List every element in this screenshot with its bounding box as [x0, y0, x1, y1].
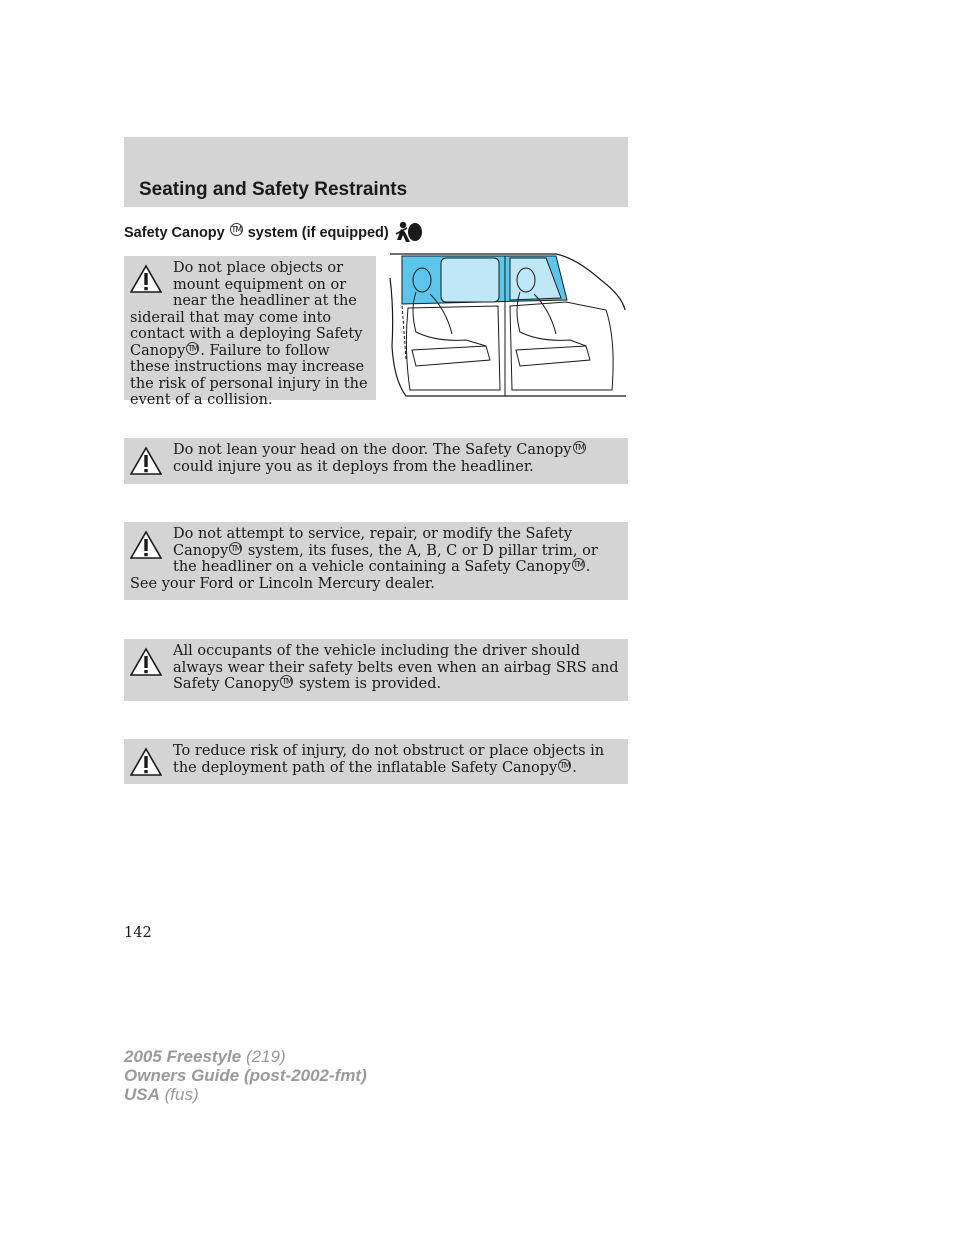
footer-market-code: (fus)	[164, 1085, 199, 1104]
section-header-band	[124, 137, 628, 207]
page-number: 142	[124, 925, 152, 941]
warning-box-4	[124, 639, 628, 701]
airbag-occupant-icon	[393, 220, 423, 246]
warning-3-text-b: system, its fuses, the A, B, C or D pillar trim, or the headliner on a vehicle containing a Safety Canopy	[173, 542, 598, 575]
trademark-mark: TM	[187, 343, 198, 353]
safety-canopy-vehicle-illustration	[386, 250, 631, 400]
warning-5-text-b: .	[572, 759, 577, 776]
footer-model: 2005 Freestyle	[124, 1047, 242, 1066]
warning-4-text-b: system is provided.	[294, 676, 442, 692]
warning-triangle-icon	[130, 747, 162, 777]
warning-3-text-c: . See your Ford or Lincoln Mercury dealer.	[130, 559, 591, 592]
warning-1-text-a: Do not place objects or mount equipment on or near the headliner at the siderail that may come into contact with a deploying Safety Canopy	[130, 260, 363, 359]
document-footer	[124, 1047, 367, 1104]
warning-triangle-icon	[130, 264, 162, 294]
footer-line-1	[124, 1047, 367, 1066]
subheading	[124, 220, 423, 246]
subheading-title-part2: system (if equipped)	[247, 225, 389, 241]
trademark-mark: TM	[574, 443, 584, 452]
trademark-mark: TM	[231, 224, 242, 234]
section-title: Seating and Safety Restraints	[139, 179, 408, 200]
trademark-mark: TM	[282, 677, 292, 686]
subheading-title-part1: Safety Canopy	[124, 225, 225, 241]
warning-2-text-b: could injure you as it deploys from the headliner.	[173, 458, 534, 475]
warning-box-3	[124, 522, 628, 600]
trademark-mark: TM	[573, 560, 584, 569]
trademark-mark: TM	[230, 543, 241, 553]
warning-box-1	[124, 256, 376, 408]
warning-1-text-b: . Failure to follow these instructions may increase the risk of personal injury in the event of a collision.	[130, 342, 368, 408]
warning-2-text-a: Do not lean your head on the door. The Safety Canopy	[173, 442, 572, 458]
warning-box-2	[124, 438, 628, 484]
warning-triangle-icon	[130, 647, 162, 677]
footer-guide: Owners Guide (post-2002-fmt)	[124, 1066, 367, 1085]
warning-box-5	[124, 739, 628, 784]
trademark-mark: TM	[559, 760, 570, 770]
footer-line-2	[124, 1066, 367, 1085]
warning-4-text-a: All occupants of the vehicle including the driver should always wear their safety belts even when an airbag SRS and Safety Canopy	[173, 643, 619, 692]
footer-line-3	[124, 1085, 367, 1104]
footer-market: USA	[124, 1085, 160, 1104]
warning-triangle-icon	[130, 530, 162, 560]
warning-3-text-a: Do not attempt to service, repair, or modify the Safety Canopy	[173, 526, 573, 559]
footer-model-code: (219)	[245, 1047, 286, 1066]
warning-5-text-a: To reduce risk of injury, do not obstruct or place objects in the deployment path of the inflatable Safety Canopy	[173, 743, 605, 776]
warning-triangle-icon	[130, 446, 162, 476]
